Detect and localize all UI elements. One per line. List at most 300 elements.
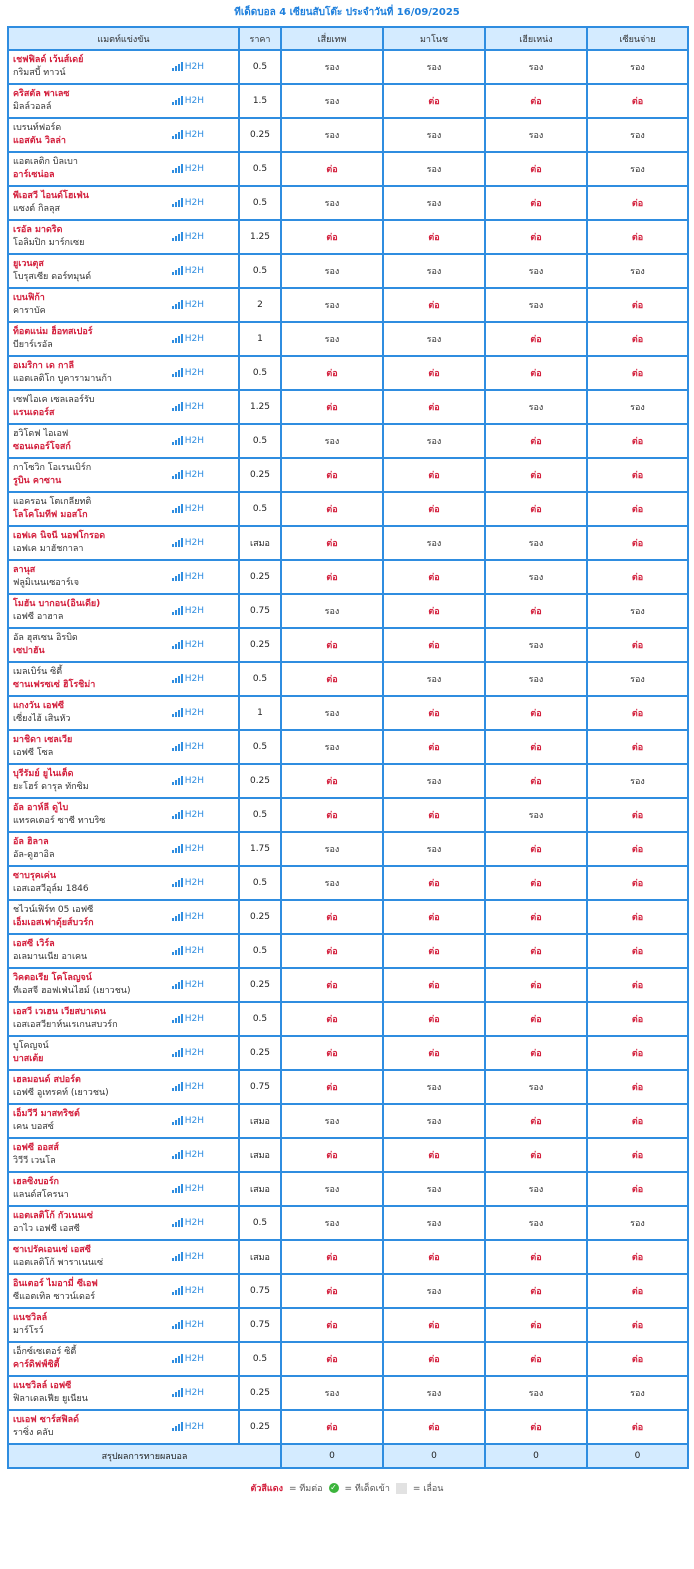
pick-cell-tipster-3: รอง — [485, 1172, 587, 1206]
h2h-link[interactable] — [172, 640, 204, 650]
pick-cell-tipster-4: ต่อ — [587, 1036, 688, 1070]
h2h-label: H2H — [184, 776, 204, 786]
h2h-link[interactable] — [172, 946, 204, 956]
signal-bars-icon — [172, 1015, 183, 1023]
price-cell: 0.5 — [239, 492, 281, 526]
price-cell: 0.5 — [239, 50, 281, 84]
home-team: เมลเบิร์น ซิตี้ — [13, 667, 63, 677]
table-row — [8, 322, 688, 356]
table-row — [8, 1138, 688, 1172]
pick-cell-tipster-3: รอง — [485, 50, 587, 84]
home-team: เอสซี เวิร์ล — [13, 939, 55, 949]
summary-label: สรุปผลการทายผลบอล — [8, 1444, 281, 1468]
pick-cell-tipster-3: ต่อ — [485, 696, 587, 730]
pick-cell-tipster-1: รอง — [281, 1376, 383, 1410]
signal-bars-icon — [172, 743, 183, 751]
pick-cell-tipster-1: ต่อ — [281, 900, 383, 934]
home-team: โมฮัน บากอน(อินเดีย) — [13, 599, 101, 609]
price-cell: เสมอ — [239, 1104, 281, 1138]
pick-cell-tipster-1: รอง — [281, 84, 383, 118]
pick-cell-tipster-1: ต่อ — [281, 560, 383, 594]
table-row — [8, 1308, 688, 1342]
signal-bars-icon — [172, 777, 183, 785]
table-row — [8, 968, 688, 1002]
price-cell: 0.25 — [239, 118, 281, 152]
pick-cell-tipster-1: ต่อ — [281, 934, 383, 968]
h2h-label: H2H — [184, 1286, 204, 1296]
h2h-label: H2H — [184, 572, 204, 582]
h2h-label: H2H — [184, 436, 204, 446]
h2h-label: H2H — [184, 878, 204, 888]
pick-cell-tipster-4: รอง — [587, 254, 688, 288]
h2h-link[interactable] — [172, 198, 204, 208]
pick-cell-tipster-4: รอง — [587, 50, 688, 84]
away-team: โอลิมปิก มาร์กเซย — [13, 238, 85, 248]
match-cell — [8, 1410, 239, 1444]
table-row — [8, 662, 688, 696]
h2h-link[interactable] — [172, 334, 204, 344]
signal-bars-icon — [172, 1253, 183, 1261]
h2h-label: H2H — [184, 1150, 204, 1160]
price-cell: 1.25 — [239, 390, 281, 424]
h2h-link[interactable] — [172, 130, 204, 140]
table-row — [8, 1410, 688, 1444]
pick-cell-tipster-3: ต่อ — [485, 900, 587, 934]
away-team: กริมสบี้ ทาวน์ — [13, 68, 66, 78]
price-cell: 2 — [239, 288, 281, 322]
away-team: ซานเฟรซเซ่ ฮิโรชิม่า — [13, 680, 96, 690]
h2h-link[interactable] — [172, 878, 204, 888]
away-team: แรนเดอร์ส — [13, 408, 55, 418]
away-team: ซีแอตเทิล ซาวน์เดอร์ — [13, 1292, 96, 1302]
pick-cell-tipster-4: ต่อ — [587, 424, 688, 458]
price-cell: 1.25 — [239, 220, 281, 254]
h2h-link[interactable] — [172, 606, 204, 616]
h2h-link[interactable] — [172, 1286, 204, 1296]
pick-cell-tipster-4: รอง — [587, 152, 688, 186]
signal-bars-icon — [172, 913, 183, 921]
away-team: เอฟซี โซล — [13, 748, 54, 758]
pick-cell-tipster-3: ต่อ — [485, 356, 587, 390]
home-team: อัล ฮุสเซน อิรบิด — [13, 633, 78, 643]
away-team: เซปาฮัน — [13, 646, 45, 656]
away-team: แซงต์ กิลลุส — [13, 204, 60, 214]
match-cell — [8, 220, 239, 254]
home-team: ซาเปรัคเอนเซ่ เอสซี — [13, 1245, 91, 1255]
pick-cell-tipster-2: ต่อ — [383, 220, 485, 254]
h2h-label: H2H — [184, 1320, 204, 1330]
pick-cell-tipster-4: ต่อ — [587, 730, 688, 764]
pick-cell-tipster-3: ต่อ — [485, 186, 587, 220]
away-team: ซอนเดอร์โจสก์ — [13, 442, 71, 452]
away-team: บาสเต้ย — [13, 1054, 44, 1064]
pick-cell-tipster-4: ต่อ — [587, 934, 688, 968]
signal-bars-icon — [172, 335, 183, 343]
h2h-label: H2H — [184, 912, 204, 922]
away-team: เอ็มเอสเฟาดุ้ยส์บวร์ก — [13, 918, 94, 928]
h2h-link[interactable] — [172, 1150, 204, 1160]
signal-bars-icon — [172, 233, 183, 241]
home-team: คริสตัล พาเลซ — [13, 89, 70, 99]
pick-cell-tipster-4: ต่อ — [587, 798, 688, 832]
table-row — [8, 1342, 688, 1376]
table-row — [8, 186, 688, 220]
signal-bars-icon — [172, 1117, 183, 1125]
price-cell: เสมอ — [239, 1240, 281, 1274]
signal-bars-icon — [172, 1389, 183, 1397]
h2h-link[interactable] — [172, 436, 204, 446]
pick-cell-tipster-3: ต่อ — [485, 730, 587, 764]
home-team: อัล อาห์ลี ดูไบ — [13, 803, 69, 813]
pick-cell-tipster-4: ต่อ — [587, 1138, 688, 1172]
home-team: เรอัล มาดริด — [13, 225, 63, 235]
table-row — [8, 1036, 688, 1070]
h2h-label: H2H — [184, 402, 204, 412]
header-tipster-2: มาโนช — [383, 27, 485, 50]
table-row — [8, 424, 688, 458]
home-team: แอตเลติก บิลเบา — [13, 157, 78, 167]
pick-cell-tipster-1: ต่อ — [281, 968, 383, 1002]
h2h-label: H2H — [184, 606, 204, 616]
tips-table — [7, 26, 689, 1469]
price-cell: 0.5 — [239, 662, 281, 696]
pick-cell-tipster-4: รอง — [587, 118, 688, 152]
price-cell: เสมอ — [239, 526, 281, 560]
pick-cell-tipster-4: รอง — [587, 662, 688, 696]
away-team: คาร์ดิฟฟ์ซิตี้ — [13, 1360, 60, 1370]
pick-cell-tipster-2: ต่อ — [383, 1002, 485, 1036]
signal-bars-icon — [172, 437, 183, 445]
h2h-label: H2H — [184, 742, 204, 752]
h2h-link[interactable] — [172, 164, 204, 174]
h2h-label: H2H — [184, 164, 204, 174]
header-match: แมตท์แข่งขัน — [8, 27, 239, 50]
h2h-link[interactable] — [172, 402, 204, 412]
signal-bars-icon — [172, 607, 183, 615]
match-cell — [8, 832, 239, 866]
pick-cell-tipster-3: ต่อ — [485, 1104, 587, 1138]
header-tipster-3: เฮียเหน่ง — [485, 27, 587, 50]
match-cell — [8, 1104, 239, 1138]
h2h-link[interactable] — [172, 300, 204, 310]
signal-bars-icon — [172, 675, 183, 683]
match-cell — [8, 322, 239, 356]
price-cell: 0.5 — [239, 1002, 281, 1036]
h2h-link[interactable] — [172, 1422, 204, 1432]
pick-cell-tipster-2: ต่อ — [383, 730, 485, 764]
signal-bars-icon — [172, 1083, 183, 1091]
home-team: อินเตอร์ ไมอามี่ ซีเอฟ — [13, 1279, 98, 1289]
pick-cell-tipster-4: ต่อ — [587, 1002, 688, 1036]
h2h-link[interactable] — [172, 1116, 204, 1126]
pick-cell-tipster-3: ต่อ — [485, 492, 587, 526]
match-cell — [8, 424, 239, 458]
table-row — [8, 730, 688, 764]
table-row — [8, 1104, 688, 1138]
home-team: เอ็มวีวี มาสทริชต์ — [13, 1109, 80, 1119]
h2h-link[interactable] — [172, 1320, 204, 1330]
pick-cell-tipster-1: รอง — [281, 1206, 383, 1240]
price-cell: 0.25 — [239, 458, 281, 492]
h2h-link[interactable] — [172, 572, 204, 582]
pick-cell-tipster-2: ต่อ — [383, 390, 485, 424]
h2h-link[interactable] — [172, 844, 204, 854]
match-cell — [8, 1070, 239, 1104]
pick-cell-tipster-3: ต่อ — [485, 1274, 587, 1308]
away-team: รูบิน คาซาน — [13, 476, 62, 486]
table-row — [8, 1070, 688, 1104]
match-cell — [8, 594, 239, 628]
price-cell: 0.25 — [239, 1376, 281, 1410]
h2h-label: H2H — [184, 674, 204, 684]
pick-cell-tipster-1: ต่อ — [281, 1036, 383, 1070]
pick-cell-tipster-4: ต่อ — [587, 186, 688, 220]
legend-check-desc: = ทีเด็ดเข้า — [344, 1484, 390, 1494]
pick-cell-tipster-1: ต่อ — [281, 1070, 383, 1104]
signal-bars-icon — [172, 301, 183, 309]
match-cell — [8, 798, 239, 832]
home-team: เบเอฟ ซาร์สฟิลด์ — [13, 1415, 79, 1425]
h2h-label: H2H — [184, 538, 204, 548]
home-team: เฮลซิงบอร์ก — [13, 1177, 59, 1187]
signal-bars-icon — [172, 505, 183, 513]
h2h-label: H2H — [184, 504, 204, 514]
h2h-link[interactable] — [172, 1014, 204, 1024]
price-cell: 0.5 — [239, 424, 281, 458]
pick-cell-tipster-2: รอง — [383, 1104, 485, 1138]
signal-bars-icon — [172, 947, 183, 955]
home-team: บูโคญจน์ — [13, 1041, 49, 1051]
signal-bars-icon — [172, 403, 183, 411]
home-team: ยูเวนตุส — [13, 259, 44, 269]
pick-cell-tipster-1: รอง — [281, 594, 383, 628]
table-row — [8, 50, 688, 84]
pick-cell-tipster-2: ต่อ — [383, 1342, 485, 1376]
h2h-link[interactable] — [172, 368, 204, 378]
signal-bars-icon — [172, 811, 183, 819]
h2h-label: H2H — [184, 946, 204, 956]
h2h-link[interactable] — [172, 96, 204, 106]
table-row — [8, 220, 688, 254]
page-title: ทีเด็ดบอล 4 เซียนสับโต๊ะ ประจำวันที่ 16/09/2025 — [234, 7, 460, 18]
h2h-link[interactable] — [172, 538, 204, 548]
pick-cell-tipster-3: รอง — [485, 628, 587, 662]
pick-cell-tipster-3: รอง — [485, 1206, 587, 1240]
pick-cell-tipster-1: ต่อ — [281, 152, 383, 186]
pick-cell-tipster-1: ต่อ — [281, 1002, 383, 1036]
h2h-link[interactable] — [172, 1082, 204, 1092]
pick-cell-tipster-2: ต่อ — [383, 594, 485, 628]
pick-cell-tipster-4: ต่อ — [587, 832, 688, 866]
h2h-link[interactable] — [172, 232, 204, 242]
table-header-row — [8, 27, 688, 50]
h2h-label: H2H — [184, 1014, 204, 1024]
pick-cell-tipster-3: ต่อ — [485, 832, 587, 866]
price-cell: 0.5 — [239, 866, 281, 900]
pick-cell-tipster-2: รอง — [383, 1274, 485, 1308]
home-team: แนชวิลล์ เอฟซี — [13, 1381, 72, 1391]
h2h-link[interactable] — [172, 62, 204, 72]
home-team: เอฟซี ออสส์ — [13, 1143, 59, 1153]
away-team: คาราบัค — [13, 306, 46, 316]
price-cell: 0.5 — [239, 186, 281, 220]
match-cell — [8, 764, 239, 798]
price-cell: 0.75 — [239, 1308, 281, 1342]
price-cell: 0.5 — [239, 152, 281, 186]
pick-cell-tipster-1: รอง — [281, 424, 383, 458]
h2h-link[interactable] — [172, 674, 204, 684]
table-row — [8, 934, 688, 968]
h2h-link[interactable] — [172, 470, 204, 480]
price-cell: 0.25 — [239, 560, 281, 594]
price-cell: 0.5 — [239, 1206, 281, 1240]
home-team: แนชวิลล์ — [13, 1313, 48, 1323]
h2h-label: H2H — [184, 300, 204, 310]
h2h-label: H2H — [184, 640, 204, 650]
pick-cell-tipster-4: ต่อ — [587, 288, 688, 322]
home-team: เอสวี เวเฮน เวียสบาเดน — [13, 1007, 106, 1017]
h2h-link[interactable] — [172, 1184, 204, 1194]
pick-cell-tipster-4: รอง — [587, 1376, 688, 1410]
match-cell — [8, 1240, 239, 1274]
pick-cell-tipster-2: ต่อ — [383, 1036, 485, 1070]
h2h-link[interactable] — [172, 1218, 204, 1228]
signal-bars-icon — [172, 1355, 183, 1363]
h2h-link[interactable] — [172, 266, 204, 276]
price-cell: 0.25 — [239, 968, 281, 1002]
pick-cell-tipster-1: รอง — [281, 866, 383, 900]
pick-cell-tipster-1: รอง — [281, 186, 383, 220]
header-tipster-1: เสี่ยเทพ — [281, 27, 383, 50]
pick-cell-tipster-3: ต่อ — [485, 1138, 587, 1172]
table-row — [8, 764, 688, 798]
pick-cell-tipster-2: รอง — [383, 186, 485, 220]
signal-bars-icon — [172, 1185, 183, 1193]
away-team: โลโคโมทีฟ มอสโก — [13, 510, 88, 520]
match-cell — [8, 1036, 239, 1070]
h2h-label: H2H — [184, 198, 204, 208]
away-team: เอสเอสวีอุล์ม 1846 — [13, 884, 89, 894]
price-cell: 0.25 — [239, 764, 281, 798]
pick-cell-tipster-3: ต่อ — [485, 458, 587, 492]
legend-grey-desc: = เลื่อน — [412, 1484, 444, 1494]
table-row — [8, 356, 688, 390]
pick-cell-tipster-1: ต่อ — [281, 628, 383, 662]
away-team: อาร์เซน่อล — [13, 170, 55, 180]
pick-cell-tipster-2: รอง — [383, 254, 485, 288]
table-row — [8, 594, 688, 628]
price-cell: 1 — [239, 696, 281, 730]
signal-bars-icon — [172, 471, 183, 479]
pick-cell-tipster-3: รอง — [485, 798, 587, 832]
pick-cell-tipster-2: ต่อ — [383, 458, 485, 492]
summary-total-2: 0 — [383, 1444, 485, 1468]
pick-cell-tipster-3: ต่อ — [485, 1308, 587, 1342]
pick-cell-tipster-4: ต่อ — [587, 84, 688, 118]
grey-square-icon — [396, 1483, 407, 1494]
pick-cell-tipster-3: รอง — [485, 118, 587, 152]
h2h-link[interactable] — [172, 1252, 204, 1262]
h2h-link[interactable] — [172, 708, 204, 718]
home-team: มาชิดา เซลเวีย — [13, 735, 73, 745]
legend — [0, 1481, 694, 1495]
pick-cell-tipster-2: ต่อ — [383, 1410, 485, 1444]
pick-cell-tipster-4: ต่อ — [587, 900, 688, 934]
pick-cell-tipster-2: รอง — [383, 1172, 485, 1206]
h2h-link[interactable] — [172, 504, 204, 514]
pick-cell-tipster-4: ต่อ — [587, 1070, 688, 1104]
table-row — [8, 832, 688, 866]
header-tipster-4: เซียนจ่าย — [587, 27, 688, 50]
h2h-link[interactable] — [172, 1354, 204, 1364]
legend-red-desc: = ทีมต่อ — [288, 1484, 323, 1494]
h2h-link[interactable] — [172, 980, 204, 990]
away-team: ทีเอสจี ฮอฟเฟ่นไฮม์ (เยาวชน) — [13, 986, 131, 996]
pick-cell-tipster-3: ต่อ — [485, 1036, 587, 1070]
h2h-label: H2H — [184, 266, 204, 276]
signal-bars-icon — [172, 199, 183, 207]
match-cell — [8, 560, 239, 594]
away-team: โบรุสเซีย ดอร์ทมุนด์ — [13, 272, 92, 282]
pick-cell-tipster-4: ต่อ — [587, 560, 688, 594]
h2h-link[interactable] — [172, 776, 204, 786]
pick-cell-tipster-2: รอง — [383, 526, 485, 560]
h2h-label: H2H — [184, 1422, 204, 1432]
pick-cell-tipster-1: ต่อ — [281, 1410, 383, 1444]
pick-cell-tipster-2: ต่อ — [383, 560, 485, 594]
pick-cell-tipster-3: ต่อ — [485, 1002, 587, 1036]
price-cell: เสมอ — [239, 1138, 281, 1172]
pick-cell-tipster-1: รอง — [281, 832, 383, 866]
pick-cell-tipster-3: ต่อ — [485, 1410, 587, 1444]
pick-cell-tipster-2: รอง — [383, 50, 485, 84]
pick-cell-tipster-2: รอง — [383, 832, 485, 866]
pick-cell-tipster-1: ต่อ — [281, 1342, 383, 1376]
pick-cell-tipster-1: ต่อ — [281, 1274, 383, 1308]
pick-cell-tipster-4: ต่อ — [587, 968, 688, 1002]
price-cell: เสมอ — [239, 1172, 281, 1206]
pick-cell-tipster-4: ต่อ — [587, 458, 688, 492]
pick-cell-tipster-3: รอง — [485, 662, 587, 696]
h2h-link[interactable] — [172, 1388, 204, 1398]
h2h-link[interactable] — [172, 742, 204, 752]
signal-bars-icon — [172, 267, 183, 275]
price-cell: 0.5 — [239, 1342, 281, 1376]
table-row — [8, 1172, 688, 1206]
pick-cell-tipster-1: ต่อ — [281, 662, 383, 696]
away-team: เซี่ยงไฮ้ เสินหัว — [13, 714, 71, 724]
home-team: ฮวิโดฟ ไอเอฟ — [13, 429, 69, 439]
pick-cell-tipster-2: ต่อ — [383, 84, 485, 118]
h2h-link[interactable] — [172, 1048, 204, 1058]
pick-cell-tipster-1: รอง — [281, 696, 383, 730]
home-team: แอตเลติโก้ กัวเนนเซ่ — [13, 1211, 93, 1221]
away-team: ยะโฮร์ ดารุล ทักซิม — [13, 782, 89, 792]
home-team: ท็อตแน่ม ฮ็อทสเปอร์ — [13, 327, 93, 337]
pick-cell-tipster-2: ต่อ — [383, 968, 485, 1002]
summary-total-1: 0 — [281, 1444, 383, 1468]
h2h-link[interactable] — [172, 912, 204, 922]
table-row — [8, 1274, 688, 1308]
price-cell: 0.75 — [239, 1274, 281, 1308]
pick-cell-tipster-4: ต่อ — [587, 696, 688, 730]
pick-cell-tipster-3: ต่อ — [485, 84, 587, 118]
home-team: กาโซวิก โอเรนเบิร์ก — [13, 463, 92, 473]
pick-cell-tipster-2: รอง — [383, 764, 485, 798]
h2h-link[interactable] — [172, 810, 204, 820]
pick-cell-tipster-3: รอง — [485, 288, 587, 322]
match-cell — [8, 968, 239, 1002]
